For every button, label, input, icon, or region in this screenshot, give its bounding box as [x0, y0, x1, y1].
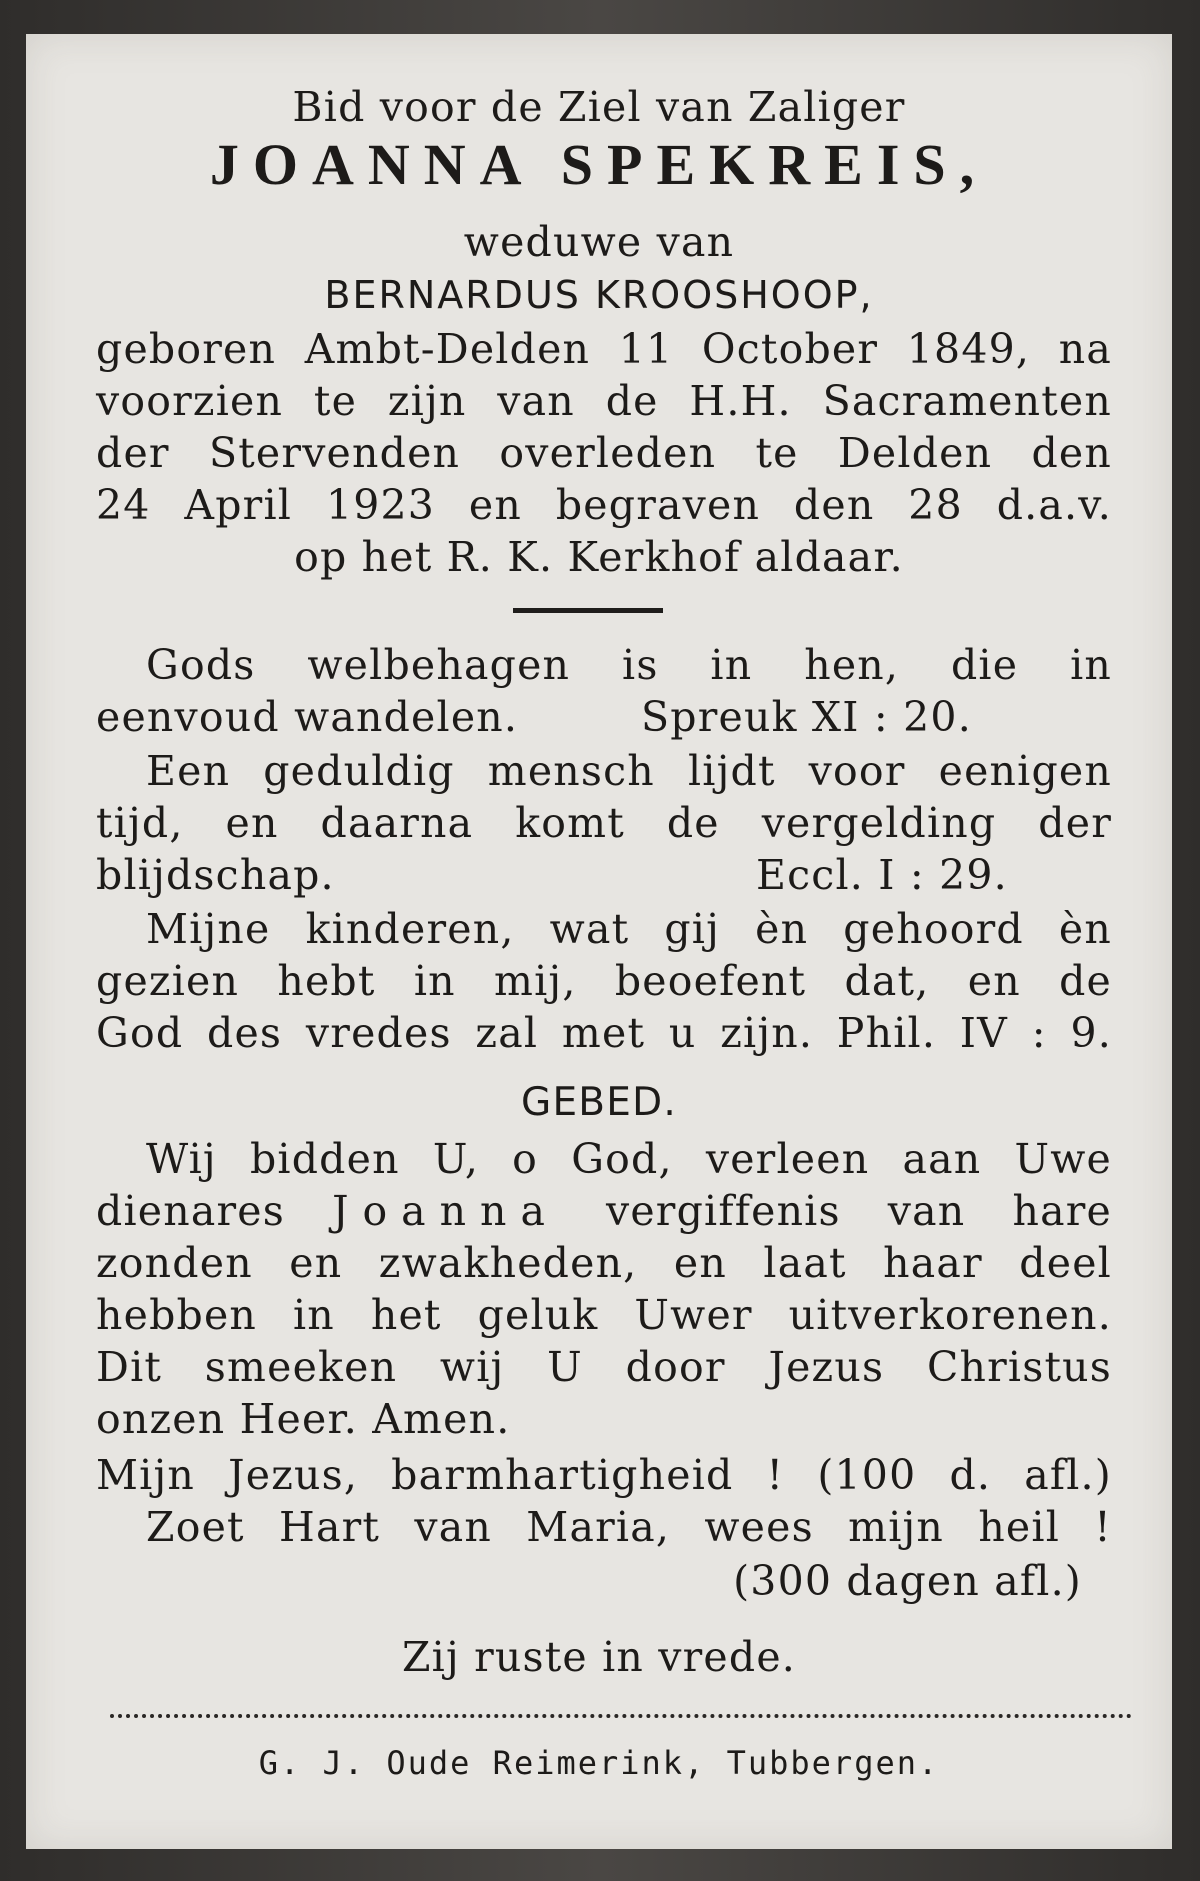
- indulgence-line-2: Zoet Hart van Maria, wees mijn heil !: [146, 1503, 1112, 1551]
- bio-line-2: voorzien te zijn van de H.H. Sacramenten: [96, 377, 1112, 425]
- quote-1-reference: Spreuk XI : 20.: [641, 693, 972, 741]
- intro-line: Bid voor de Ziel van Zaliger: [292, 83, 906, 131]
- printer-line: G. J. Oude Reimerink, Tubbergen.: [258, 1744, 940, 1782]
- quote-2-line-2: tijd, en daarna komt de vergelding der: [96, 799, 1112, 847]
- prayer-title: GEBED.: [521, 1080, 677, 1125]
- prayer-line-4: hebben in het geluk Uwer uitverkorenen.: [96, 1291, 1112, 1339]
- closing-line: Zij ruste in vrede.: [401, 1633, 797, 1681]
- prayer-line-2-end: vergiffenis van hare: [605, 1187, 1112, 1235]
- quote-1-text: eenvoud wandelen.: [96, 693, 519, 741]
- prayer-line-1: Wij bidden U, o God, verleen aan Uwe: [146, 1135, 1112, 1183]
- quote-3-line-2: gezien hebt in mij, beoefent dat, en de: [96, 957, 1112, 1005]
- prayer-name-spaced: Joanna: [332, 1187, 559, 1235]
- prayer-line-6: onzen Heer. Amen.: [96, 1395, 511, 1443]
- bio-line-3: der Stervenden overleden te Delden den: [96, 429, 1112, 477]
- indulgence-line-3: (300 dagen afl.): [733, 1557, 1082, 1605]
- prayer-line-3: zonden en zwakheden, en laat haar deel: [96, 1239, 1112, 1287]
- prayer-line-5: Dit smeeken wij U door Jezus Christus: [96, 1343, 1112, 1391]
- quote-3-line-1: Mijne kinderen, wat gij èn gehoord èn: [146, 905, 1112, 953]
- bio-line-4: 24 April 1923 en begraven den 28 d.a.v.: [96, 481, 1112, 529]
- prayer-line-2-start: dienares: [96, 1187, 285, 1235]
- quote-3-line-3: God des vredes zal met u zijn. Phil. IV : 9.: [96, 1009, 1112, 1057]
- widow-of-line: weduwe van: [463, 218, 735, 266]
- indulgence-line-1: Mijn Jezus, barmhartigheid ! (100 d. afl.): [96, 1451, 1112, 1499]
- dotted-divider: [110, 1714, 1132, 1718]
- quote-2-line-1: Een geduldig mensch lijdt voor eenigen: [146, 747, 1112, 795]
- prayer-line-2: [26, 1188, 1172, 1234]
- husband-name: BERNARDUS KROOSHOOP,: [324, 273, 874, 317]
- quote-1-line-2: [26, 694, 1172, 740]
- memorial-card: [26, 34, 1172, 1849]
- deceased-name: JOANNA SPEKREIS,: [209, 132, 989, 197]
- bio-line-5: op het R. K. Kerkhof aldaar.: [294, 533, 904, 581]
- quote-2-reference: Eccl. I : 29.: [756, 851, 1008, 899]
- divider-rule: [513, 608, 663, 613]
- quote-1-line-1: Gods welbehagen is in hen, die in: [146, 641, 1112, 689]
- quote-2-text: blijdschap.: [96, 851, 335, 899]
- bio-line-1: geboren Ambt-Delden 11 October 1849, na: [96, 325, 1112, 373]
- quote-2-line-3: [26, 852, 1172, 898]
